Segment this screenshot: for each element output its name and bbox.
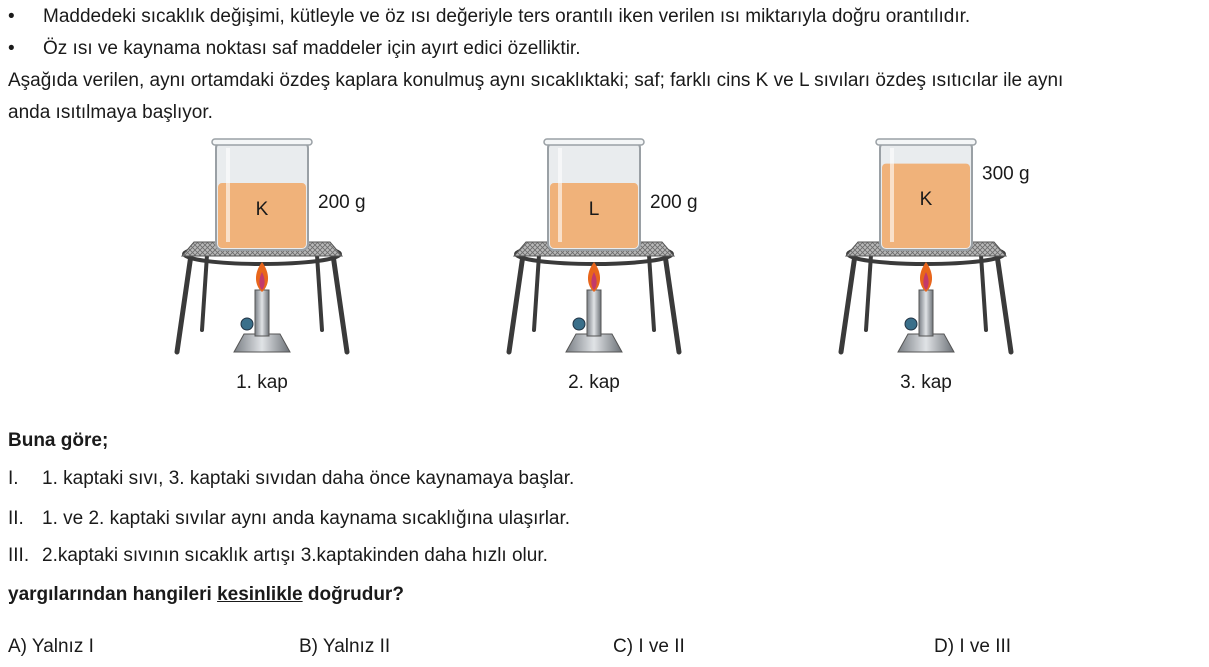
burner-valve xyxy=(241,318,253,330)
burner-base xyxy=(898,334,954,352)
liquid-label: K xyxy=(919,189,933,211)
intro-line-1: Aşağıda verilen, aynı ortamdaki özdeş kaplara konulmuş aynı sıcaklıktaki; saf; farklı cins K ve L sıvıları özdeş ısıtıcılar ile aynı xyxy=(8,70,1064,91)
option-d[interactable]: D) I ve III xyxy=(934,636,1012,657)
burner-valve xyxy=(905,318,917,330)
bullet-text-1: Maddedeki sıcaklık değişimi, kütleyle ve öz ısı değeriyle ters orantılı iken verilen ısı miktarıyla doğru orantılıdır. xyxy=(43,6,971,27)
statement-number: II. xyxy=(8,508,24,529)
option-b[interactable]: B) Yalnız II xyxy=(299,636,391,657)
question-emphasis: kesinlikle xyxy=(217,584,303,605)
mass-label: 200 g xyxy=(318,192,366,213)
statement-number: I. xyxy=(8,468,19,489)
stand-leg xyxy=(649,255,654,330)
burner-base xyxy=(566,334,622,352)
setup-3 xyxy=(841,139,1030,393)
intro-line-2: anda ısıtılmaya başlıyor. xyxy=(8,102,213,123)
stand-leg xyxy=(534,255,539,330)
stand-leg xyxy=(177,248,192,352)
stand-leg xyxy=(332,248,347,352)
beaker-glare xyxy=(226,148,230,242)
question-text: yargılarından hangileri xyxy=(8,584,218,605)
bullet-marker: • xyxy=(8,6,15,27)
beaker-glare xyxy=(890,148,894,242)
statement-text: 1. kaptaki sıvı, 3. kaptaki sıvıdan daha önce kaynamaya başlar. xyxy=(42,468,575,489)
setup-1 xyxy=(177,139,366,393)
stand-leg xyxy=(664,248,679,352)
mass-label: 200 g xyxy=(650,192,698,213)
question-stem xyxy=(8,584,404,606)
burner-tube xyxy=(919,290,933,336)
bullet-marker: • xyxy=(8,38,15,59)
liquid-label: K xyxy=(255,199,269,221)
beaker-rim xyxy=(212,139,312,145)
statement-text: 1. ve 2. kaptaki sıvılar aynı anda kaynama sıcaklığına ulaşırlar. xyxy=(42,508,571,529)
container-caption: 3. kap xyxy=(900,372,952,393)
burner-tube xyxy=(587,290,601,336)
heating-setups-figure xyxy=(0,130,1209,400)
statement-number: III. xyxy=(8,545,30,566)
option-a[interactable]: A) Yalnız I xyxy=(8,636,94,657)
burner-valve xyxy=(573,318,585,330)
stand-leg xyxy=(509,248,524,352)
beaker-rim xyxy=(544,139,644,145)
question-text: doğrudur? xyxy=(302,584,404,605)
burner-tube xyxy=(255,290,269,336)
stand-leg xyxy=(202,255,207,330)
stand-leg xyxy=(841,248,856,352)
stand-leg xyxy=(996,248,1011,352)
bullet-text-2: Öz ısı ve kaynama noktası saf maddeler için ayırt edici özelliktir. xyxy=(43,38,581,59)
option-c[interactable]: C) I ve II xyxy=(613,636,685,657)
question-lead: Buna göre; xyxy=(8,430,109,451)
statement-text: 2.kaptaki sıvının sıcaklık artışı 3.kaptakinden daha hızlı olur. xyxy=(42,545,548,566)
stand-leg xyxy=(866,255,871,330)
setup-2 xyxy=(509,139,698,393)
beaker-glare xyxy=(558,148,562,242)
container-caption: 2. kap xyxy=(568,372,620,393)
stand-leg xyxy=(981,255,986,330)
burner-base xyxy=(234,334,290,352)
liquid-label: L xyxy=(588,199,600,221)
stand-leg xyxy=(317,255,322,330)
beaker-rim xyxy=(876,139,976,145)
mass-label: 300 g xyxy=(982,163,1030,185)
container-caption: 1. kap xyxy=(236,372,288,393)
